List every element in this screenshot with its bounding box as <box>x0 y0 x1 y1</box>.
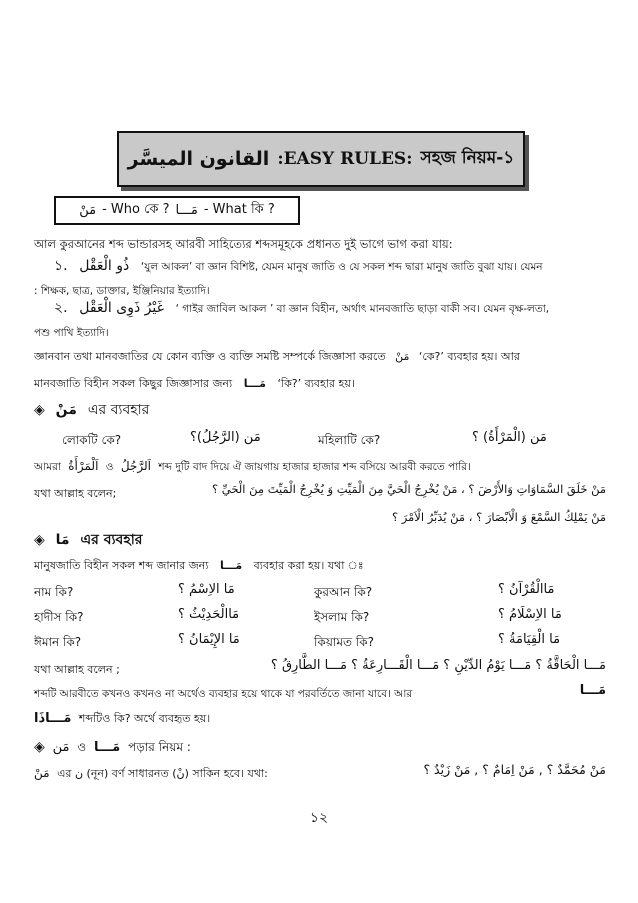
grid-q: হাদীস কি? <box>34 610 84 624</box>
item-2-line-2: পশু পাখি ইত্যাদি। <box>34 327 109 339</box>
example-a2: مَن (الْمَرْأَةُ) ؟ <box>472 430 547 445</box>
diamond-icon: ◈ <box>34 532 45 548</box>
diamond-icon: ◈ <box>34 739 45 755</box>
para-3-b: ব্যবহার করা হয়। যথা ঃ <box>253 559 364 572</box>
what-text: - What কি ? <box>203 202 275 217</box>
item-2-arabic: غَيْرُ ذَوِى الْعَقْل <box>79 300 164 316</box>
item-1-number: ১. <box>54 258 68 274</box>
item-1-arabic: ذُو الْعَقْل <box>79 258 130 274</box>
quran-1-line-1: مَنْ خَلَقَ السَّمَاوَاتِ وَالأَرْضَ ؟ ، مَنْ يُخْرِجُ الْحَيَّ مِنَ الْمَيِّتِ وَ يُخْرِجُ الْمَيِّتَ مِنَ الْحَيِّ ؟ <box>212 482 606 496</box>
intro-paragraph: আল কুরআনের শব্দ ভান্ডারসহ আরবী সাহিত্যের শব্দসমূহকে প্রধানত দুই ভাগে ভাগ করা যায়: <box>34 237 453 251</box>
para-5-a: এর ن (নূন) বর্ণ সাধারনত (نْ) সাকিন হবে। যথা: <box>57 767 268 780</box>
man-word: مَنْ <box>79 203 97 218</box>
para-1-line-2 <box>34 376 355 392</box>
para-2-b: ও <box>105 461 114 473</box>
section-1-arabic: مَنْ <box>55 402 77 418</box>
item-2-number: ২. <box>54 300 68 316</box>
section-3-ar1: مَن <box>52 740 70 755</box>
grid-q: নাম কি? <box>34 585 74 599</box>
para-2-a: আমরা <box>34 461 61 473</box>
para-4-line-2 <box>34 711 210 727</box>
who-text: - Who কে ? <box>102 202 170 217</box>
example-q2: মহিলাটি কে? <box>318 433 381 447</box>
ma-word: مَـــا <box>175 203 198 218</box>
item-1-line-2: : শিক্ষক, ছাত্র, ডাক্তার, ইঞ্জিনিয়ার ইত্যাদি। <box>34 285 210 297</box>
item-1 <box>54 258 543 275</box>
para-2-c: শব্দ দুটি বাদ দিয়ে ঐ জায়গায় হাজার হাজার শব্দ বসিয়ে আরবী করতে পারি। <box>158 461 471 473</box>
item-1-line-1: ‘যুল আকল’ বা জ্ঞান বিশিষ্ট, যেমন মানুষ জাতি ও যে সকল শব্দ দ্বারা মানুষ জাতি বুঝা যায়। যেমন <box>140 261 543 273</box>
para-2 <box>34 458 471 475</box>
para-5 <box>34 765 268 782</box>
para-5-examples: مَنْ مُحَمَّدٌ ؟ , مَنْ اِمَامٌ ؟ , مَنْ زَيْدٌ ؟ <box>423 762 606 777</box>
example-q1: লোকটি কে? <box>62 433 122 447</box>
para-3-ar: مَـــا <box>219 559 243 572</box>
grid-a: مَا الاِسْلَامُ ؟ <box>498 607 562 622</box>
quran-1-label: যথা আল্লাহ বলেন; <box>34 487 117 500</box>
para-1-text-d: ‘কি?’ ব্যবহার হয়। <box>277 377 355 390</box>
section-1-heading <box>34 402 149 418</box>
para-4-l2: শব্দটিও কি? অর্থে ব্যবহৃত হয়। <box>78 712 211 725</box>
para-4-ar1: مَـــا <box>579 683 606 698</box>
para-1-text-a: জ্ঞানবান তথা মানবজাতির যে কোন ব্যক্তি ও ব্যক্তি সমষ্টি সম্পর্কে জিজ্ঞাসা করতে <box>34 350 386 363</box>
who-what-box <box>54 196 300 225</box>
page-number: ১২ <box>309 810 329 826</box>
para-3-a: মানুষজাতি বিহীন সকল শব্দ জানার জন্য <box>34 559 209 572</box>
para-1-man: مَنْ <box>395 350 410 363</box>
para-1-ma: مَـــا <box>243 377 266 390</box>
section-1-label: এর ব্যবহার <box>87 402 150 418</box>
para-1-text-b: ‘কে?’ ব্যবহার হয়। আর <box>418 350 520 363</box>
section-2-arabic: مَا <box>55 532 70 548</box>
title-banner <box>117 131 525 187</box>
diamond-icon: ◈ <box>34 402 45 418</box>
para-2-ar1: اَلْمَرْأَةُ <box>68 459 99 473</box>
example-a1: مَن (الرَّجُلُ)؟ <box>190 430 261 445</box>
section-3-ar2: مَـــا <box>93 740 121 755</box>
para-4-ar2: مَـــاذَا <box>34 711 72 726</box>
quran-2-text: مَـــا الْحَاقَّةُ ؟ مَـــا يَوْمُ الدِّيْنِ ؟ مَـــا الْقَـــارِعَةُ ؟ مَـــا الطَّارِقُ ؟ <box>270 658 606 673</box>
grid-a: مَاالْقُرْآنُ ؟ <box>498 582 555 597</box>
quran-1-line-2: مَنْ يَمْلِكُ السَّمْعَ وَ الْاَبْصَارَ ؟ ، مَنْ يُدَبِّرُ الْاَمْرَ ؟ <box>392 510 606 524</box>
section-3-label: পড়ার নিয়ম : <box>128 740 191 754</box>
para-1-line-1 <box>34 349 520 365</box>
grid-q: কিয়ামত কি? <box>314 635 375 649</box>
grid-a: مَا الاِسْمُ ؟ <box>178 582 235 597</box>
para-1-text-c: মানবজাতি বিহীন সকল কিছুর জিজ্ঞাসার জন্য <box>34 377 233 390</box>
title-arabic: القانون الميسَّر <box>127 148 270 170</box>
grid-q: ঈমান কি? <box>34 635 82 649</box>
section-2-heading <box>34 532 142 548</box>
grid-q: কুরআন কি? <box>314 585 373 599</box>
para-4-line-1: শব্দটি আরবীতে কখনও কখনও না অর্থেও ব্যবহার হয়ে থাকে যা পরবর্তিতে জানা যাবে। আর <box>34 688 413 700</box>
grid-a: مَا الإِيْمَانُ ؟ <box>178 632 240 647</box>
para-5-ar1: مَنْ <box>34 766 50 780</box>
grid-q: ইসলাম কি? <box>314 610 370 624</box>
title-bengali: সহজ নিয়ম-১ <box>420 148 515 168</box>
grid-a: مَاالْحَدِيْثُ ؟ <box>178 607 240 622</box>
title-english: :EASY RULES: <box>277 149 413 169</box>
para-3 <box>34 558 364 574</box>
item-2-line-1: ‘ গাইর জাবিল আকল ’ বা জ্ঞান বিহীন, অর্থাৎ মানবজাতি ছাড়া বাকী সব। যেমন বৃক্ষ-লতা, <box>175 303 550 315</box>
section-3-heading <box>34 739 191 756</box>
quran-2-label: যথা আল্লাহ বলেন ; <box>34 663 120 676</box>
grid-a: مَا الْقِيَامَةُ ؟ <box>498 632 561 647</box>
para-2-ar2: اَلرَّجُلُ <box>120 459 151 473</box>
section-3-b: ও <box>77 740 87 754</box>
item-2 <box>54 300 549 317</box>
section-2-label: এর ব্যবহার <box>80 532 143 548</box>
